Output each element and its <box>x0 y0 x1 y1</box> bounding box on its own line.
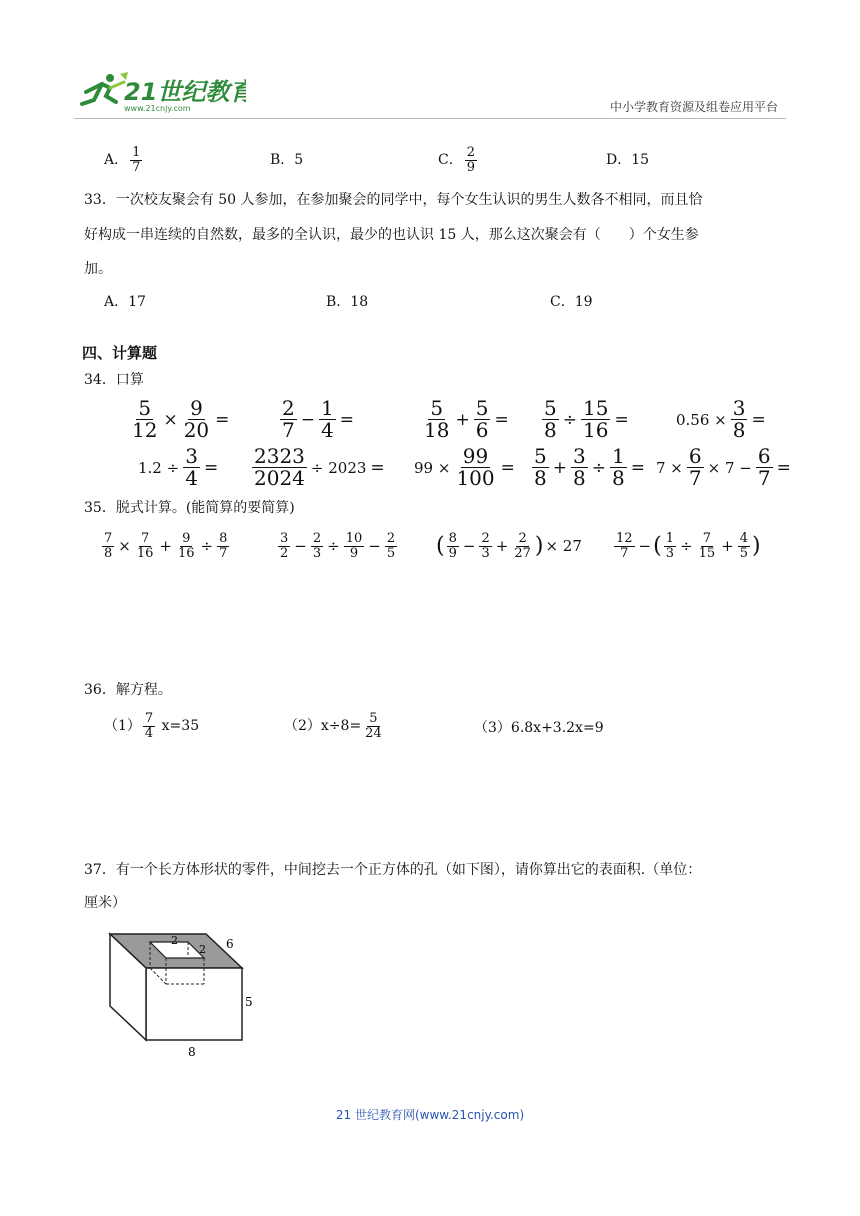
q34-expr-2: $\frac{2}{7}$ − $\frac{1}{4}$ = <box>282 396 354 442</box>
logo <box>76 70 246 114</box>
logo-url: www.21cnjy.com <box>124 104 191 113</box>
q37-line1: 37．有一个长方体形状的零件，中间挖去一个正方体的孔（如下图），请你算出它的表面积.（单位： <box>84 862 702 878</box>
q34-label: 34．口算 <box>84 372 144 388</box>
option-c: C． $\frac{2}{9}$ <box>438 145 475 175</box>
q35-label: 35．脱式计算。(能简算的要简算) <box>84 500 295 516</box>
q34-expr-8: 99 × $\frac{99}{100}$ = <box>414 444 515 490</box>
q36-part-1: （1） $\frac{7}{4}$ x=35 <box>104 711 200 741</box>
section-title: 四、计算题 <box>82 344 158 362</box>
logo-text: 21世纪教育 <box>124 78 246 106</box>
header-divider <box>74 118 786 119</box>
q34-expr-4: $\frac{5}{8}$ ÷ $\frac{15}{16}$ = <box>544 396 629 442</box>
q34-expr-9: $\frac{5}{8}$ + $\frac{3}{8}$ ÷ $\frac{1}{8}$ = <box>534 444 645 490</box>
q34-expr-5: 0.56 × $\frac{3}{8}$ = <box>676 396 766 442</box>
option-d: D．15 <box>606 152 650 168</box>
label-height: 5 <box>245 995 253 1009</box>
q36-part-2: （2）x÷8= $\frac{5}{24}$ <box>284 711 382 741</box>
q34-expr-1: $\frac{5}{12}$ × $\frac{9}{20}$ = <box>132 396 230 442</box>
runner-icon <box>82 72 128 104</box>
q34-expr-6: 1.2 ÷ $\frac{3}{4}$ = <box>138 444 219 490</box>
label-length: 8 <box>188 1045 196 1059</box>
footer-link[interactable]: 21 世纪教育网(www.21cnjy.com) <box>335 1108 525 1122</box>
q33-option-b: B．18 <box>326 294 369 310</box>
label-depth: 6 <box>226 937 234 951</box>
platform-name: 中小学教育资源及组卷应用平台 <box>609 100 778 114</box>
q35-expr-4: $\frac{12}{7}$ −( $\frac{1}{3}$ ÷ $\frac{7}{15}$ + $\frac{4}{5}$ ) <box>616 531 761 561</box>
q33-line1: 33．一次校友聚会有 50 人参加，在参加聚会的同学中，每个女生认识的男生人数各不相同，而且恰 <box>84 192 703 208</box>
q33-line3: 加。 <box>84 261 112 277</box>
q34-expr-3: $\frac{5}{18}$ + $\frac{5}{6}$ = <box>424 396 509 442</box>
q37-line2: 厘米） <box>84 895 126 911</box>
q35-expr-2: $\frac{3}{2}$ − $\frac{2}{3}$ ÷ $\frac{10}{9}$ − $\frac{2}{5}$ <box>280 531 396 561</box>
q34-expr-7: $\frac{2323}{2024}$ ÷ 2023 = <box>254 444 385 490</box>
q33-option-a: A．17 <box>104 294 146 310</box>
option-a: A． $\frac{1}{7}$ <box>104 145 141 175</box>
q36-label: 36．解方程。 <box>84 682 172 698</box>
q33-option-c: C．19 <box>550 294 593 310</box>
q36-part-3: （3）6.8x+3.2x=9 <box>474 720 604 736</box>
q35-expr-1: $\frac{7}{8}$ × $\frac{7}{16}$ + $\frac{9}{16}$ ÷ $\frac{8}{7}$ <box>104 531 228 561</box>
label-hole-width: 2 <box>171 934 178 947</box>
q34-expr-10: 7 × $\frac{6}{7}$ × 7 − $\frac{6}{7}$ = <box>656 444 791 490</box>
q35-expr-3: ( $\frac{8}{9}$ − $\frac{2}{3}$ + $\frac{2}{27}$ ) × 27 <box>436 531 582 561</box>
cuboid-figure <box>104 928 264 1064</box>
label-hole-depth: 2 <box>199 943 206 956</box>
q33-line2: 好构成一串连续的自然数，最多的全认识，最少的也认识 15 人，那么这次聚会有（ ）个女生参 <box>84 227 699 243</box>
option-b: B．5 <box>270 152 304 168</box>
